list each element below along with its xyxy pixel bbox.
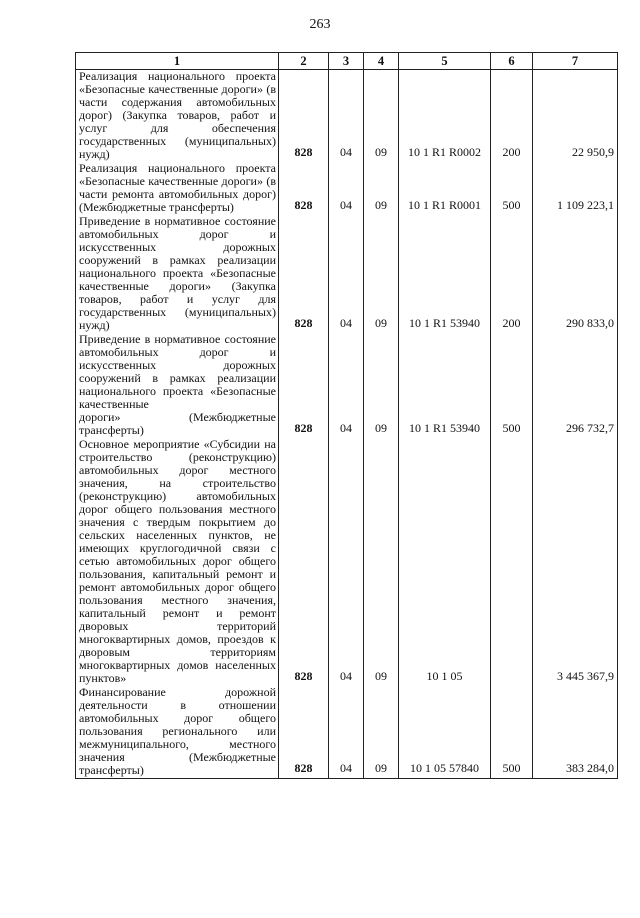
description-line: национального проекта «Безопасные bbox=[79, 384, 276, 398]
amount: 1 109 223,1 bbox=[533, 162, 618, 215]
row-description bbox=[76, 215, 279, 333]
description-line: товаров, работ и услуг для bbox=[79, 292, 276, 306]
section-code: 04 bbox=[329, 215, 364, 333]
grbs-code: 828 bbox=[279, 333, 329, 438]
target-article-code: 10 1 05 57840 bbox=[399, 686, 491, 779]
description-line: части содержания автомобильных bbox=[79, 95, 276, 109]
subsection-code: 09 bbox=[364, 70, 399, 163]
description-line: дорог общего пользования местного bbox=[79, 502, 276, 516]
table-row bbox=[76, 686, 618, 779]
description-line: дворовых территорий bbox=[79, 619, 276, 633]
expense-type-code bbox=[491, 438, 533, 686]
description-line: многоквартирных домов, проездов к bbox=[79, 632, 276, 646]
row-description bbox=[76, 686, 279, 779]
description-line: деятельности в отношении bbox=[79, 698, 276, 712]
grbs-code: 828 bbox=[279, 686, 329, 779]
description-line: сетью автомобильных дорог общего bbox=[79, 554, 276, 568]
expense-type-code: 500 bbox=[491, 162, 533, 215]
section-code: 04 bbox=[329, 686, 364, 779]
description-line: автомобильных дорог и bbox=[79, 227, 276, 241]
amount: 383 284,0 bbox=[533, 686, 618, 779]
page-number: 263 bbox=[309, 17, 331, 32]
description-line: Финансирование дорожной bbox=[79, 685, 276, 699]
table-row bbox=[76, 70, 618, 163]
description-line: Реализация национального проекта bbox=[79, 69, 276, 83]
row-description bbox=[76, 162, 279, 215]
description-line: нужд) bbox=[79, 318, 110, 332]
section-code: 04 bbox=[329, 162, 364, 215]
amount: 290 833,0 bbox=[533, 215, 618, 333]
description-line: «Безопасные качественные дороги» (в bbox=[79, 82, 276, 96]
description-line: качественные bbox=[79, 397, 149, 411]
description-line: автомобильных дорог общего bbox=[79, 711, 276, 725]
description-line: качественные дороги» (Закупка bbox=[79, 279, 276, 293]
description-line: пользования, капитальный ремонт и bbox=[79, 567, 276, 581]
description-line: автомобильных дорог и bbox=[79, 345, 276, 359]
amount: 22 950,9 bbox=[533, 70, 618, 163]
description-line: Основное мероприятие «Субсидии на bbox=[79, 437, 276, 451]
header-row bbox=[76, 53, 618, 70]
subsection-code: 09 bbox=[364, 333, 399, 438]
row-description bbox=[76, 333, 279, 438]
description-line: значения (Межбюджетные bbox=[79, 750, 276, 764]
description-line: значения с твердым покрытием до bbox=[79, 515, 276, 529]
column-header: 3 bbox=[329, 53, 364, 70]
description-line: Приведение в нормативное состояние bbox=[79, 214, 276, 228]
description-line: нужд) bbox=[79, 147, 110, 161]
description-line: автомобильных дорог местного bbox=[79, 463, 276, 477]
table-row bbox=[76, 162, 618, 215]
description-line: трансферты) bbox=[79, 423, 144, 437]
expense-type-code: 500 bbox=[491, 686, 533, 779]
column-header: 4 bbox=[364, 53, 399, 70]
target-article-code: 10 1 R1 R0002 bbox=[399, 70, 491, 163]
amount: 296 732,7 bbox=[533, 333, 618, 438]
description-line: многоквартирных домов населенных bbox=[79, 658, 276, 672]
description-line: искусственных дорожных bbox=[79, 240, 276, 254]
column-header: 1 bbox=[76, 53, 279, 70]
description-line: пользования регионального или bbox=[79, 724, 276, 738]
section-code: 04 bbox=[329, 333, 364, 438]
grbs-code: 828 bbox=[279, 215, 329, 333]
description-line: сооружений в рамках реализации bbox=[79, 253, 276, 267]
table-row bbox=[76, 438, 618, 686]
subsection-code: 09 bbox=[364, 438, 399, 686]
description-line: государственных (муниципальных) bbox=[79, 134, 276, 148]
description-line: (реконструкцию) автомобильных bbox=[79, 489, 276, 503]
grbs-code: 828 bbox=[279, 438, 329, 686]
description-line: сельских населенных пунктов, не bbox=[79, 528, 276, 542]
column-header: 6 bbox=[491, 53, 533, 70]
section-code: 04 bbox=[329, 438, 364, 686]
description-line: «Безопасные качественные дороги» (в bbox=[79, 174, 276, 188]
description-line: государственных (муниципальных) bbox=[79, 305, 276, 319]
description-line: пунктов» bbox=[79, 671, 127, 685]
target-article-code: 10 1 R1 53940 bbox=[399, 215, 491, 333]
subsection-code: 09 bbox=[364, 162, 399, 215]
description-line: искусственных дорожных bbox=[79, 358, 276, 372]
description-line: значения, на строительство bbox=[79, 476, 276, 490]
description-line: национального проекта «Безопасные bbox=[79, 266, 276, 280]
description-line: капитальный ремонт и ремонт bbox=[79, 606, 276, 620]
expense-type-code: 500 bbox=[491, 333, 533, 438]
target-article-code: 10 1 R1 53940 bbox=[399, 333, 491, 438]
amount: 3 445 367,9 bbox=[533, 438, 618, 686]
description-line: имеющих круглогодичной связи с bbox=[79, 541, 276, 555]
expense-type-code: 200 bbox=[491, 70, 533, 163]
row-description bbox=[76, 438, 279, 686]
subsection-code: 09 bbox=[364, 215, 399, 333]
section-code: 04 bbox=[329, 70, 364, 163]
row-description bbox=[76, 70, 279, 163]
description-line: услуг для обеспечения bbox=[79, 121, 276, 135]
description-line: трансферты) bbox=[79, 763, 144, 777]
grbs-code: 828 bbox=[279, 70, 329, 163]
column-header: 2 bbox=[279, 53, 329, 70]
column-header: 5 bbox=[399, 53, 491, 70]
description-line: строительство (реконструкцию) bbox=[79, 450, 276, 464]
description-line: дворовым территориям bbox=[79, 645, 276, 659]
subsection-code: 09 bbox=[364, 686, 399, 779]
target-article-code: 10 1 05 bbox=[399, 438, 491, 686]
target-article-code: 10 1 R1 R0001 bbox=[399, 162, 491, 215]
table-row bbox=[76, 215, 618, 333]
description-line: пользования местного значения, bbox=[79, 593, 276, 607]
description-line: Приведение в нормативное состояние bbox=[79, 332, 276, 346]
expense-type-code: 200 bbox=[491, 215, 533, 333]
grbs-code: 828 bbox=[279, 162, 329, 215]
description-line: дороги» (Межбюджетные bbox=[79, 410, 276, 424]
column-header: 7 bbox=[533, 53, 618, 70]
table-row bbox=[76, 333, 618, 438]
description-line: сооружений в рамках реализации bbox=[79, 371, 276, 385]
description-line: (Межбюджетные трансферты) bbox=[79, 200, 234, 214]
description-line: межмуниципального, местного bbox=[79, 737, 276, 751]
description-line: дорог) (Закупка товаров, работ и bbox=[79, 108, 276, 122]
description-line: Реализация национального проекта bbox=[79, 161, 276, 175]
description-line: ремонт автомобильных дорог общего bbox=[79, 580, 276, 594]
description-line: части ремонта автомобильных дорог) bbox=[79, 187, 276, 201]
budget-table bbox=[75, 52, 618, 779]
